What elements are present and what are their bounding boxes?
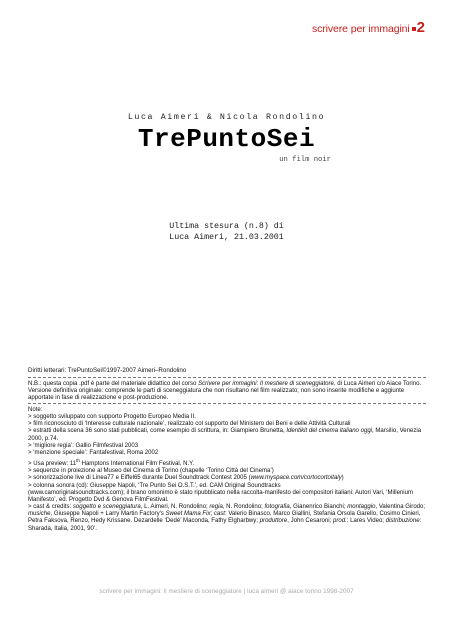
- note-text: > estratti della scena 36 sono stati pubblicati, come esempio di scrittura, in: Giampiero Brunetta,: [28, 428, 287, 435]
- draft-info: [0, 221, 453, 243]
- note-italic: produttore: [259, 518, 288, 525]
- brand-square-icon: [412, 27, 416, 31]
- note-text: > sonorizzazione live di Linea77 e Eiffel65 durante Duel Soundtrack Contest 2005 (: [28, 475, 251, 482]
- nb-text: N.B.: questa copia .pdf è parte del materiale didattico del corso: [28, 381, 199, 387]
- note-item: > colonna sonora (cd): Giuseppe Napoli, ‘Tre Punto Sei O.S.T.’, ed. CAM Original Soundtracks: [28, 482, 281, 489]
- note-text: : Valerio Binasco, Marco Giallini, Stefania Orsola Garello, Cosimo Cinieri, Petra Faksova, Renzo, Hedy Krissane. Dezardelle ‘Dedé’ Maconda, Fathy Elgharbwy;: [28, 511, 421, 525]
- authors-line: Luca Aimeri & Nicola Rondolino: [127, 113, 326, 122]
- divider: [28, 377, 426, 378]
- document-title: TrePuntoSei: [137, 124, 316, 154]
- note-italic: Identikit del cinema italiano oggi: [286, 428, 373, 435]
- note-item: > sequenze in proiezione al Museo del Cinema di Torino (chapelle ‘Torino Città del Cinema’): [28, 468, 274, 475]
- note-text: , L. Aimeri, N. Rondolino;: [140, 504, 210, 511]
- note-text: , John Cesaroni;: [287, 518, 333, 525]
- note-item: > soggetto sviluppato con supporto Progetto Europeo Media II.: [28, 414, 196, 421]
- note-text: Hamptons International Film Festival, N.Y.: [79, 461, 195, 468]
- page-footer: scrivere per immagini: il mestiere di sceneggiatore | luca aimeri @ aiace torino 1998-2007: [99, 588, 354, 595]
- note-item: [28, 475, 428, 482]
- document-subtitle: un film noir: [279, 156, 331, 164]
- brand-mark: [311, 19, 425, 36]
- note-item: > ‘menzione speciale’: Fantafestival, Roma 2002: [28, 449, 159, 456]
- note-italic: soggetto e sceneggiatura: [72, 504, 141, 511]
- note-text: > Usa preview: 11: [28, 461, 77, 468]
- note-item-credits: [28, 504, 428, 533]
- nb-paragraph: [28, 381, 428, 402]
- notes-heading: Note:: [28, 407, 43, 413]
- note-italic: distribuzione: [385, 518, 420, 525]
- note-text: ;: [210, 511, 214, 518]
- notes-section: [28, 407, 428, 533]
- note-italic: musiche: [28, 511, 51, 518]
- note-text: , Giuseppe Napoli + Larry Martin Factory's: [50, 511, 166, 518]
- note-link: www.myspace.com/cortocortoitaly: [250, 475, 342, 482]
- note-item: (www.camoriginalsoundtracks.com); il brano omonimo è stato ripubblicato nella raccolta-manifesto dei compositori italiani: Autori Vari, ‘Millenium Manifesto’, ed. Progetto Dvd & Genova FilmFestival.: [28, 489, 414, 503]
- note-superscript: th: [76, 458, 80, 464]
- note-italic: Sweet Mama Fix: [165, 511, 211, 518]
- note-italic: montaggio: [347, 504, 376, 511]
- note-text: : Sharada, Italia, 2001, 90’.: [28, 518, 422, 532]
- note-text: , Gianenrico Bianchi;: [289, 504, 348, 511]
- draft-line-1: Ultima stesura (n.8) di: [169, 222, 284, 231]
- note-text: : Lares Video;: [346, 518, 386, 525]
- draft-line-2: Luca Aimeri, 21.03.2001: [169, 233, 284, 242]
- note-text: , Valentina Girodo;: [375, 504, 426, 511]
- course-title: Scrivere per immagini: Il mestiere di sceneggiatore: [198, 381, 334, 387]
- brand-number: 2: [416, 19, 425, 36]
- note-item: > ‘migliore regia’: Gallio Filmfestival 2003: [28, 442, 139, 449]
- note-italic: fotografia: [264, 504, 290, 511]
- note-text: > cast & credits:: [28, 504, 73, 511]
- brand-text: scrivere per immagini: [311, 23, 410, 35]
- note-italic: cast: [213, 511, 225, 518]
- note-item: [28, 457, 428, 468]
- nb-text: , di Luca Aimeri c/o Aiace Torino. Versione definitiva originale: comprende le parti di sceneggiatura che non risultano nel film realizzato; non sono inserite modifiche e aggiunte apportate in fase di realizzazione e post-produzione.: [28, 381, 422, 402]
- note-text: , Marsilio, Venezia 2000, p.74.: [28, 428, 422, 442]
- note-text: ): [341, 475, 344, 482]
- note-text: , N. Rondolino;: [222, 504, 265, 511]
- note-italic: regia: [209, 504, 223, 511]
- note-item: > film riconosciuto di ‘Interesse culturale nazionale’, realizzato col supporto del Ministero dei Beni e delle Attività Culturali: [28, 421, 351, 428]
- copyright-line: Diritti letterari: TrePuntoSei©1997-2007 Aimeri–Rondolino: [28, 367, 187, 374]
- divider: [28, 403, 426, 404]
- note-italic: prod.: [332, 518, 347, 525]
- note-item: [28, 428, 428, 442]
